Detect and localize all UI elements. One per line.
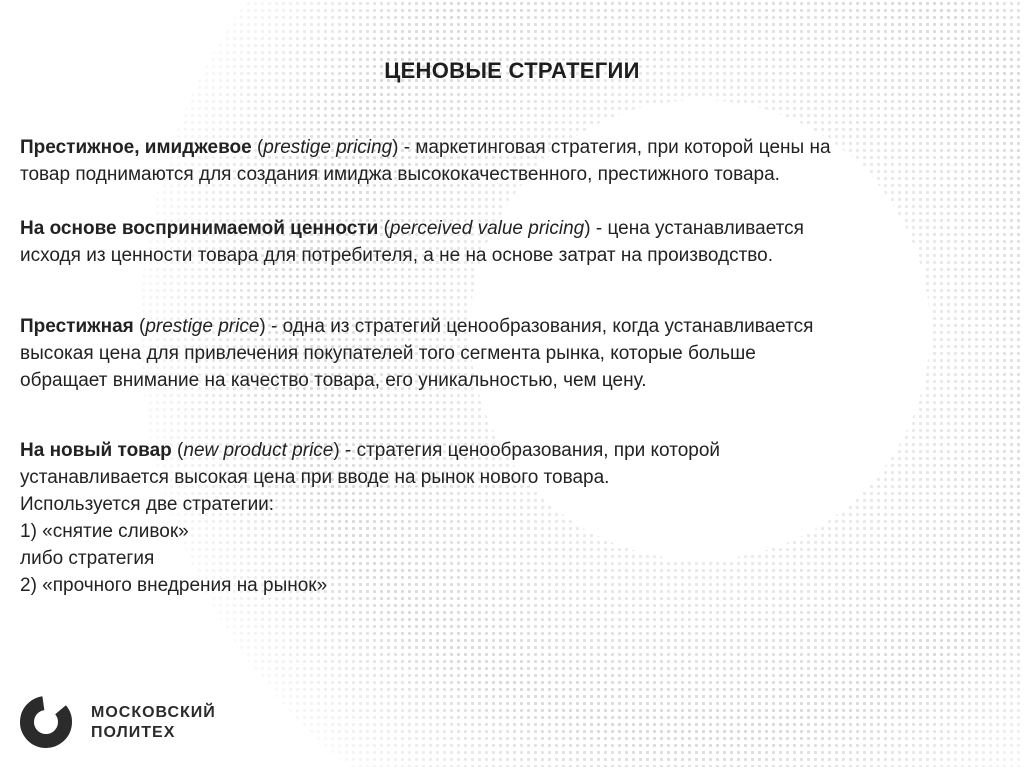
strategy-new-product-price [20, 437, 1010, 599]
strategy-description: исходя из ценности товара для потребителя, а не на основе затрат на производство. [20, 245, 774, 266]
polytech-ring-icon [18, 694, 74, 750]
spacer [20, 394, 1010, 437]
strategy-prestige-pricing [20, 134, 1010, 188]
paren-open: ( [133, 316, 146, 337]
strategy-description: устанавливается высокая цена при вводе на рынок нового товара. [20, 467, 610, 488]
paren-close: ) [333, 440, 340, 461]
paren-close: ) [259, 316, 266, 337]
strategy-option-2: 2) «прочного внедрения на рынок» [20, 575, 328, 596]
moscow-polytech-logo [18, 694, 248, 754]
paren-open: ( [171, 440, 184, 461]
paren-open: ( [251, 137, 264, 158]
strategy-prestige-price [20, 313, 1010, 394]
strategy-description: обращает внимание на качество товара, его уникальностью, чем цену. [20, 370, 647, 391]
strategy-subheading: Используется две стратегии: [20, 494, 275, 515]
paren-close: ) [584, 218, 591, 239]
spacer [20, 269, 1010, 313]
strategy-description: - стратегия ценообразования, при которой [339, 440, 721, 461]
strategy-description: высокая цена для привлечения покупателей того сегмента рынка, которые больше [20, 343, 756, 364]
logo-line-2: ПОЛИТЕХ [91, 724, 176, 741]
paren-close: ) [392, 137, 399, 158]
strategy-description: - маркетинговая стратегия, при которой цены на [398, 137, 831, 158]
logo-line-1: МОСКОВСКИЙ [91, 704, 216, 721]
paren-open: ( [378, 218, 390, 239]
strategy-name: На новый товар [20, 440, 172, 461]
strategy-description: товар поднимаются для создания имиджа высококачественного, престижного товара. [20, 164, 780, 185]
spacer [20, 188, 1010, 215]
strategy-name: На основе воспринимаемой ценности [20, 218, 379, 239]
strategy-name: Престижное, имиджевое [20, 137, 252, 158]
strategy-description: - цена устанавливается [590, 218, 804, 239]
strategy-description: - одна из стратегий ценообразования, когда устанавливается [265, 316, 814, 337]
strategy-english-term: perceived value pricing [389, 218, 585, 239]
logo-text [91, 703, 216, 743]
slide-title: ЦЕНОВЫЕ СТРАТЕГИИ [384, 58, 640, 83]
strategies-list [20, 134, 1010, 599]
strategy-option-1: 1) «снятие сливок» [20, 521, 189, 542]
strategy-connector: либо стратегия [20, 548, 155, 569]
strategy-name: Престижная [20, 316, 134, 337]
strategy-english-term: new product price [183, 440, 334, 461]
strategy-perceived-value-pricing [20, 215, 1010, 269]
strategy-english-term: prestige price [145, 316, 260, 337]
strategy-english-term: prestige pricing [263, 137, 393, 158]
